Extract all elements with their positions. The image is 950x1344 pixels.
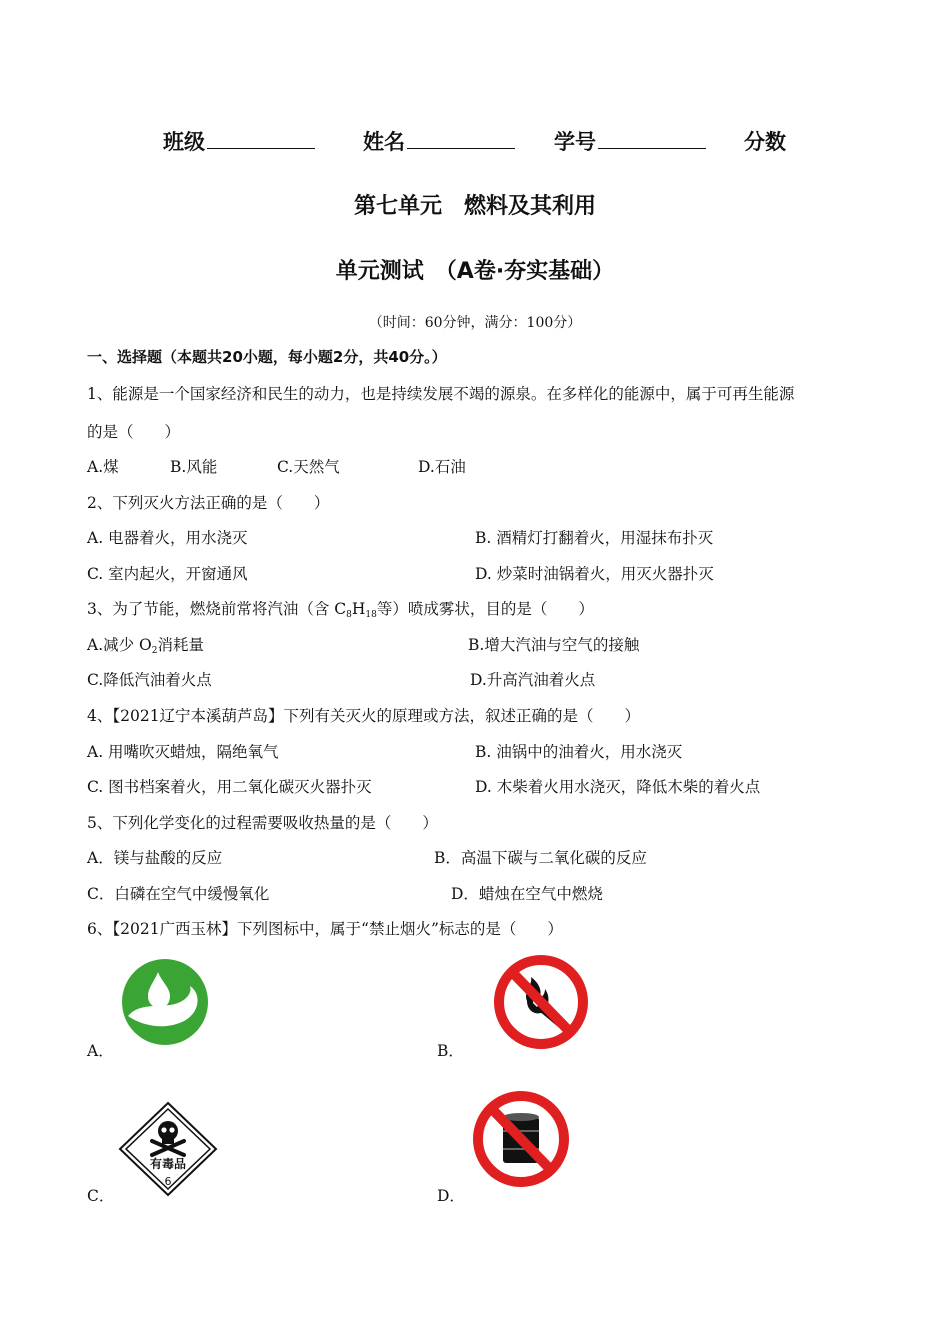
q5-option-d: D．蜡烛在空气中燃烧 — [451, 885, 603, 903]
q1-stem-line2: 的是（ ） — [87, 423, 181, 441]
score-field — [744, 126, 786, 156]
q5-option-b: B．高温下碳与二氧化碳的反应 — [434, 849, 647, 867]
no-fire-icon — [491, 953, 591, 1051]
q2-option-d: D. 炒菜时油锅着火，用灭火器扑灭 — [475, 565, 714, 583]
q3-a-sub: 2 — [151, 646, 158, 656]
class-blank[interactable] — [207, 128, 315, 149]
q1-option-d: D.石油 — [418, 458, 466, 476]
section-heading: 一、选择题（本题共20小题，每小题2分，共40分。） — [87, 348, 447, 366]
q3-a-pre: A.减少 O — [87, 636, 152, 654]
q3-option-d: D.升高汽油着火点 — [470, 671, 596, 689]
q6-option-c: C． — [87, 1187, 115, 1205]
q3-stem-h: H — [351, 600, 366, 618]
name-blank[interactable] — [407, 128, 515, 149]
exam-meta: （时间：60分钟，满分：100分） — [368, 315, 582, 331]
q3-stem-post: 等）喷成雾状，目的是（ ） — [376, 600, 594, 618]
q6-option-b: B． — [437, 1042, 464, 1060]
q3-stem — [87, 597, 594, 620]
water-saving-icon — [120, 958, 210, 1046]
q5-stem: 5、下列化学变化的过程需要吸收热量的是（ ） — [87, 814, 438, 832]
q1-option-c: C.天然气 — [277, 458, 340, 476]
id-field — [554, 126, 706, 156]
q4-option-b: B. 油锅中的油着火，用水浇灭 — [475, 743, 683, 761]
page-title: 第七单元 燃料及其利用 — [353, 194, 596, 219]
q2-stem: 2、下列灭火方法正确的是（ ） — [87, 494, 330, 512]
score-label: 分数 — [744, 130, 786, 154]
q3-stem-pre: 3、为了节能，燃烧前常将汽油（含 C — [87, 600, 347, 618]
q1-stem-line1: 1、能源是一个国家经济和民生的动力，也是持续发展不竭的源泉。在多样化的能源中，属于可再生能源 — [87, 385, 795, 403]
q4-option-c: C. 图书档案着火，用二氧化碳灭火器扑灭 — [87, 778, 372, 796]
q5-option-c: C．白磷在空气中缓慢氧化 — [87, 885, 270, 903]
q3-a-post: 消耗量 — [157, 636, 205, 654]
q3-option-c: C.降低汽油着火点 — [87, 671, 212, 689]
q6-option-a: A． — [87, 1042, 114, 1060]
class-field — [163, 126, 315, 156]
q6-option-d: D． — [437, 1187, 465, 1205]
page-subtitle: 单元测试 （A卷·夯实基础） — [335, 259, 615, 284]
id-blank[interactable] — [598, 128, 706, 149]
q1-option-b: B.风能 — [170, 458, 218, 476]
q5-option-a: A．镁与盐酸的反应 — [87, 849, 223, 867]
q3-sub-18: 18 — [365, 610, 377, 620]
q2-option-a: A. 电器着火，用水浇灭 — [87, 529, 248, 547]
name-label: 姓名 — [363, 130, 405, 154]
q6-stem: 6、【2021广西玉林】下列图标中，属于“禁止烟火”标志的是（ ） — [87, 920, 563, 938]
q1-option-a: A.煤 — [87, 458, 119, 476]
q3-sub-8: 8 — [346, 610, 352, 620]
q4-stem: 4、【2021辽宁本溪葫芦岛】下列有关灭火的原理或方法，叙述正确的是（ ） — [87, 707, 641, 725]
id-label: 学号 — [554, 130, 596, 154]
q2-option-b: B. 酒精灯打翻着火，用湿抹布扑灭 — [475, 529, 714, 547]
no-oil-drum-icon — [470, 1089, 572, 1189]
q4-option-d: D. 木柴着火用水浇灭，降低木柴的着火点 — [475, 778, 761, 796]
q3-option-a — [87, 633, 204, 656]
name-field — [363, 126, 515, 156]
class-label: 班级 — [163, 130, 205, 154]
toxic-class-number: 6 — [164, 1175, 172, 1188]
q3-option-b: B.增大汽油与空气的接触 — [468, 636, 640, 654]
q2-option-c: C. 室内起火，开窗通风 — [87, 565, 248, 583]
q4-option-a: A. 用嘴吹灭蜡烛，隔绝氧气 — [87, 743, 279, 761]
toxic-substance-icon — [118, 1101, 218, 1197]
toxic-label: 有毒品 — [149, 1157, 187, 1171]
